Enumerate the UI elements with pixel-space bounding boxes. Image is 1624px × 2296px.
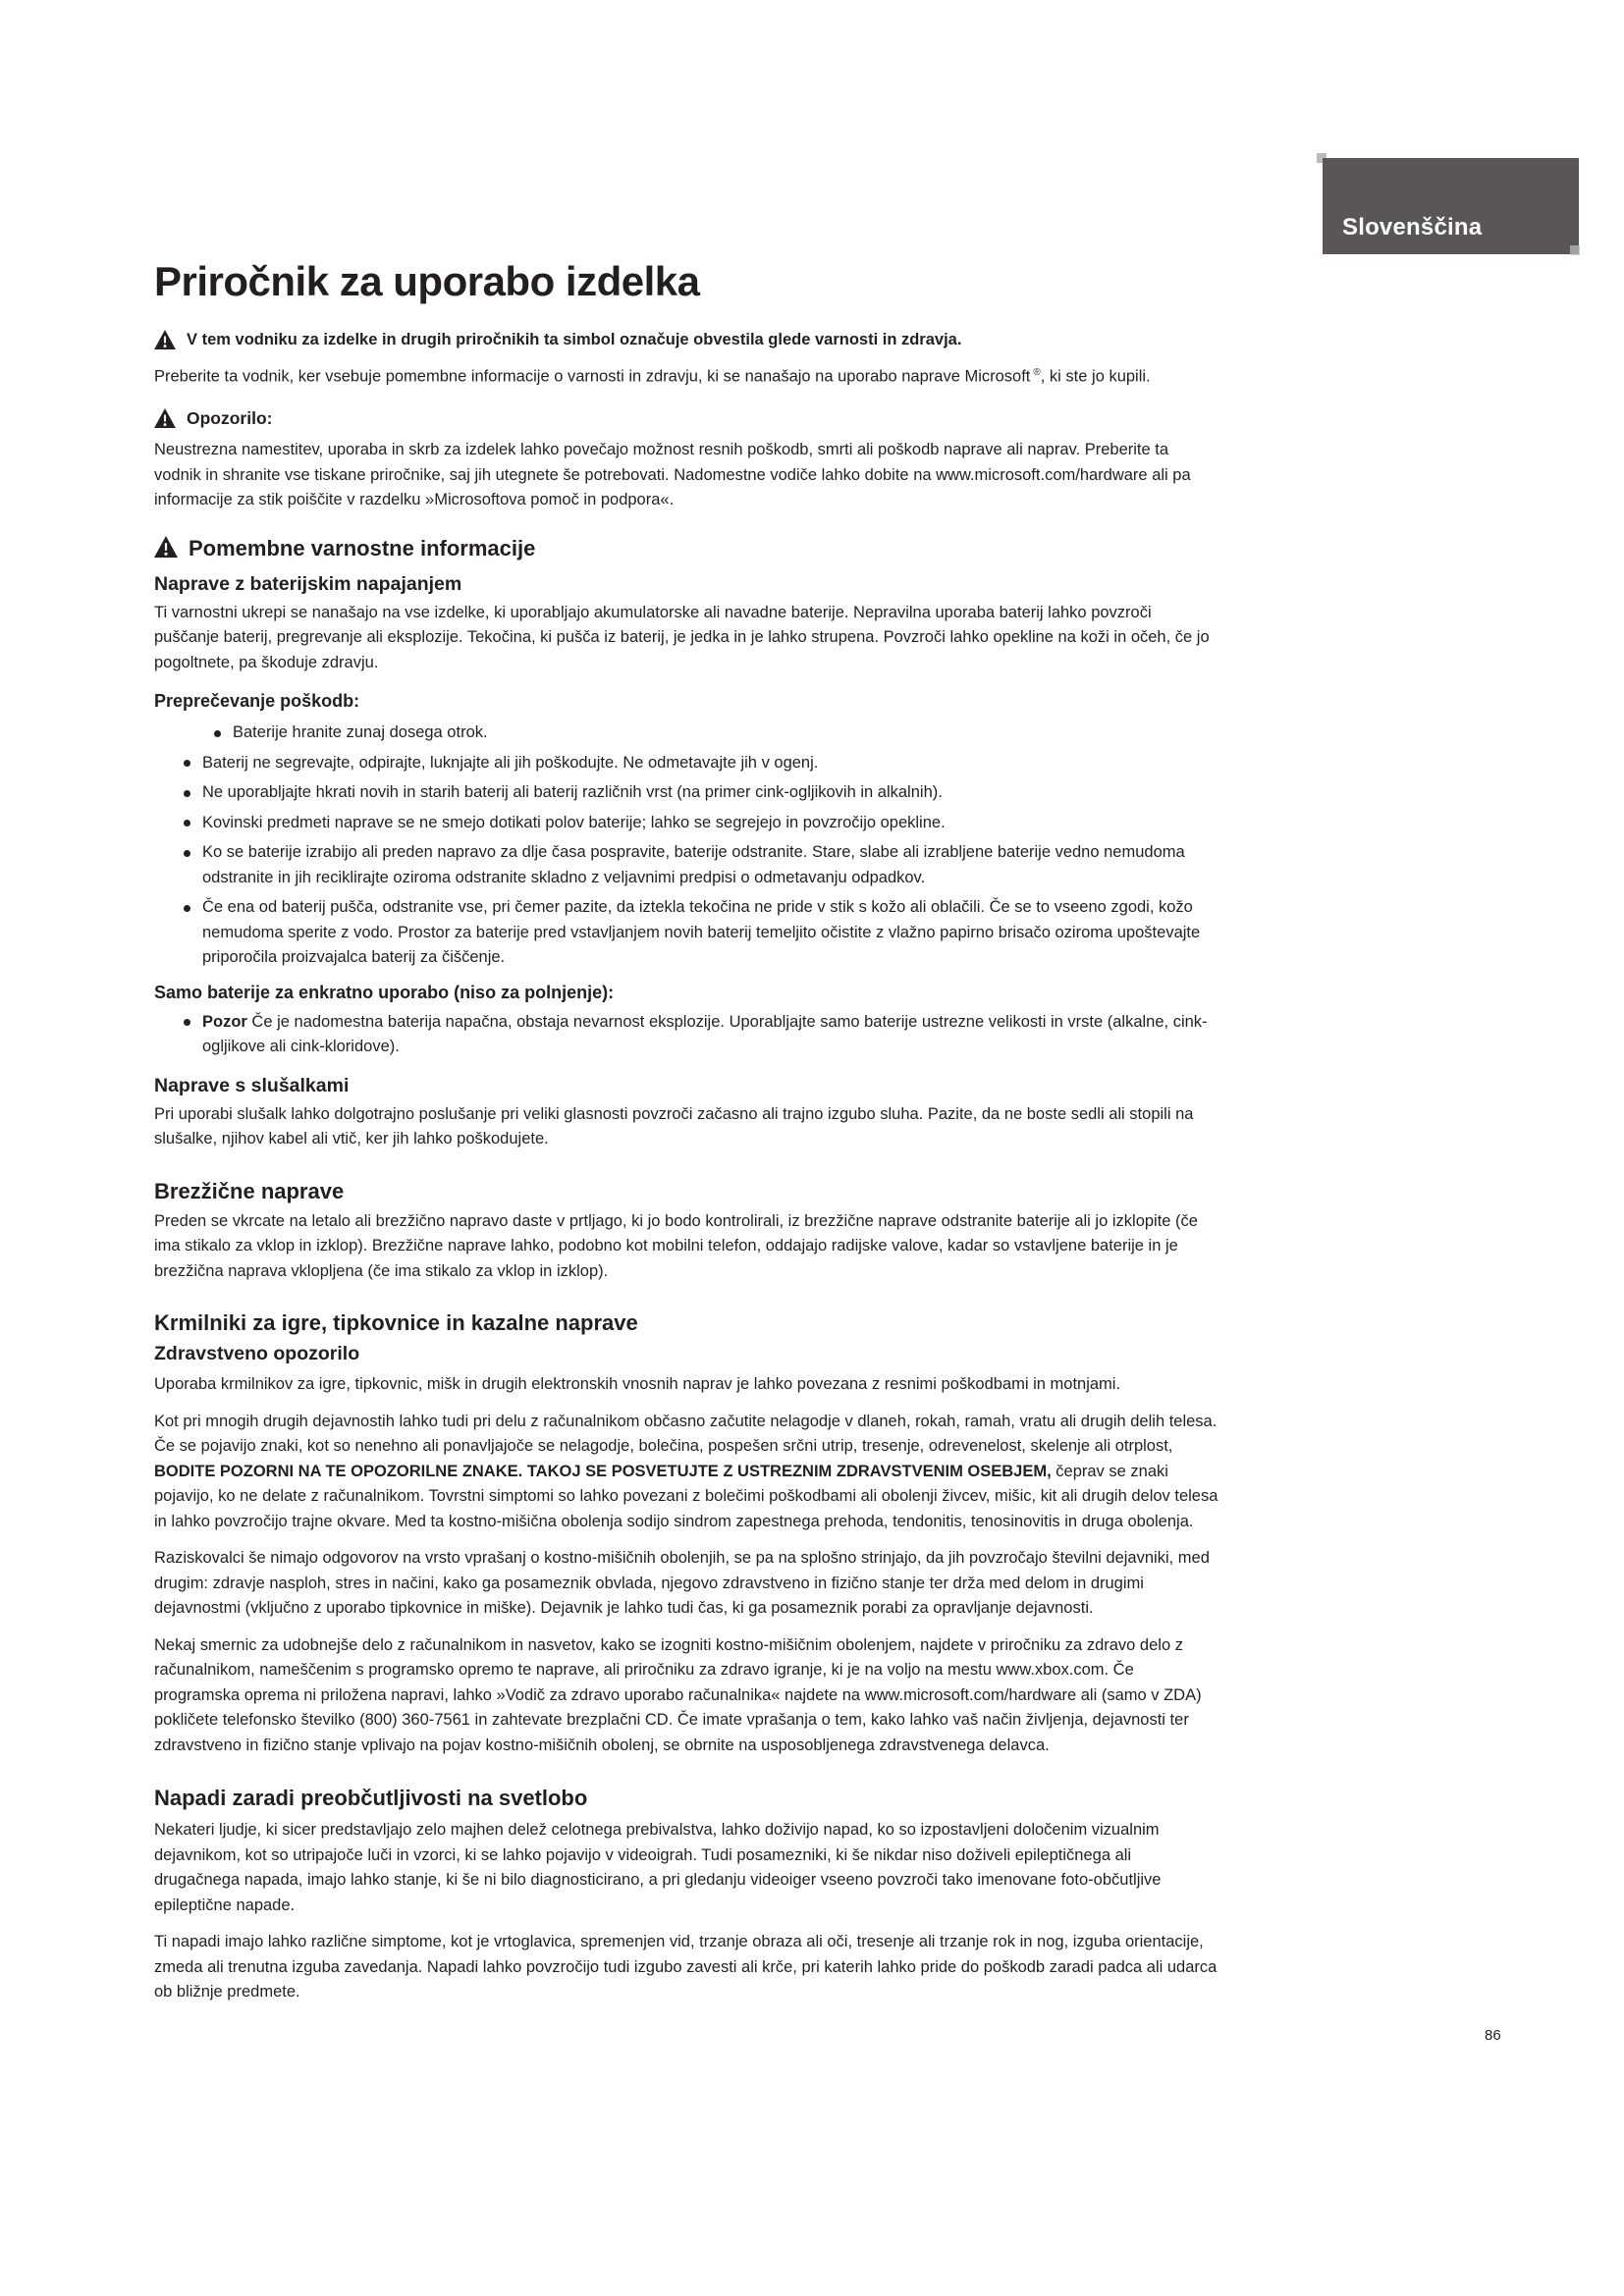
battery-devices-body: Ti varnostni ukrepi se nanašajo na vse izdelke, ki uporabljajo akumulatorske ali navadne baterije. Nepravilna uporaba baterij lahko povzroči puščanje baterij, pregrevanje ali eksplozije. Tekočina, ki pušča iz baterij, je jedka in je lahko strupena. Povzroči lahko opekline na koži in očeh, če jo pogoltnete, pa škoduje zdravju. [154,603,1210,671]
list-item: Ko se baterije izrabijo ali preden napravo za dlje časa pospravite, baterije odstranite. Stare, slabe ali izrabljene baterije vedno nemudoma odstranite in jih reciklirajte oziroma odstranite skladno z veljavnimi predpisi o odmetavanju odpadkov. [183,840,1219,890]
list-item [183,1010,1219,1060]
headset-devices-body: Pri uporabi slušalk lahko dolgotrajno poslušanje pri veliki glasnosti povzroči začasno ali trajno izgubo sluha. Pazite, da ne boste sedli ali stopili na slušalke, njihov kabel ali vtič, ker jih lahko poškodujete. [154,1104,1194,1148]
warning-label: Opozorilo: [187,408,273,428]
list-item: Kovinski predmeti naprave se ne smejo dotikati polov baterije; lahko se segrejejo in povzročijo opekline. [183,811,1219,836]
single-use-batteries-list [183,1010,1219,1060]
game-controllers-heading: Krmilniki za igre, tipkovnice in kazalne naprave [154,1310,638,1335]
list-item: Baterije hranite zunaj dosega otrok. [213,721,1219,746]
battery-devices-heading: Naprave z baterijskim napajanjem [154,572,462,595]
paragraph-text: Kot pri mnogih drugih dejavnostih lahko tudi pri delu z računalnikom občasno začutite nelagodje v dlaneh, rokah, ramah, vratu ali drugih delih telesa. Če se pojavijo znaki, kot so nenehno ali ponavljajoče se nelagodje, bolečina, pospešen srčni utrip, tresenje, odrevenelost, skelenje ali otrplost, [154,1412,1218,1455]
caution-label: Pozor [202,1012,247,1031]
photosensitive-seizures-heading: Napadi zaradi preobčutljivosti na svetlobo [154,1786,588,1810]
page-content [154,0,1219,2005]
page-number: 86 [1485,2027,1501,2044]
single-use-batteries-heading: Samo baterije za enkratno uporabo (niso za polnjenje): [154,982,615,1002]
safety-notice-body [154,360,1219,390]
health-warning-intro: Uporaba krmilnikov za igre, tipkovnic, mišk in drugih elektronskih vnosnih naprav je lahko povezana z resnimi poškodbami in motnjami. [154,1375,1121,1393]
important-safety-heading [154,534,1219,564]
health-warning-symptoms [154,1410,1219,1535]
photosensitive-seizures-body-2: Ti napadi imajo lahko različne simptome, kot je vrtoglavica, spremenjen vid, trzanje obraza ali oči, tresenje ali trzanje rok in nog, izguba orientacije, zmeda ali trenutna izguba zavedanja. Napadi lahko povzročijo tudi izgubo zavesti ali krče, pri katerih lahko pride do poškodb zaradi padca ali udarca ob bližnje predmete. [154,1933,1218,2001]
notice-text: Preberite ta vodnik, ker vsebuje pomembne informacije o varnosti in zdravju, ki se nanašajo na uporabo naprave Microsoft [154,367,1031,386]
language-tab [1323,158,1579,254]
warning-triangle-icon [154,536,178,564]
health-warning-research: Raziskovalci še nimajo odgovorov na vrsto vprašanj o kostno-mišičnih obolenjih, se pa na splošno strinjajo, da jih povzročajo številni dejavniki, med drugim: zdravje nasploh, stres in načini, kako ga posameznik obvlada, njegovo zdravstveno in fizično stanje ter drža med delom in drugimi dejavnostmi (vključno z uporabo tipkovnice in miške). Dejavnik je lahko tudi čas, ki ga posameznik porabi za opravljanje dejavnosti. [154,1549,1210,1617]
health-warning-subheading: Zdravstveno opozorilo [154,1343,360,1364]
list-item: Ne uporabljajte hkrati novih in starih baterij ali baterij različnih vrst (na primer cink-ogljikovih in alkalnih). [183,780,1219,806]
warning-body: Neustrezna namestitev, uporaba in skrb za izdelek lahko povečajo možnost resnih poškodb, smrti ali poškodb naprave ali naprav. Preberite ta vodnik in shranite vse tiskane priročnike, saj jih utegnete še potrebovati. Nadomestne vodiče lahko dobite na www.microsoft.com/hardware ali pa informacije za stik poiščite v razdelku »Microsoftova pomoč in podpora«. [154,441,1191,508]
safety-notice-heading [154,328,1219,357]
paragraph-text: čeprav se znaki pojavijo, ko ne delate z računalnikom. Tovrstni simptomi so lahko povezani z bolečimi poškodbami ali obolenji živcev, mišic, kit ali drugih delov telesa in lahko povzročijo trajne okvare. Med ta kostno-mišična obolenja sodijo sindrom zapestnega prehoda, tendonitis, tenosinovitis in druga obolenja. [154,1462,1218,1530]
warning-triangle-icon [154,330,176,357]
crop-mark [1570,245,1580,255]
injury-prevention-heading: Preprečevanje poškodb: [154,691,360,711]
health-warning-guidelines: Nekaj smernic za udobnejše delo z računalnikom in nasvetov, kako se izogniti kostno-mišičnim obolenjem, najdete v priročniku za zdravo delo z računalnikom, nameščenim s programsko opremo te naprave, ali priročniku za zdravo igranje, ki je na voljo na mestu www.xbox.com. Če programska oprema ni priložena napravi, lahko »Vodič za zdravo uporabo računalnika« najdete na www.microsoft.com/hardware ali (samo v ZDA) pokličete telefonsko številko (800) 360-7561 in zahtevate brezplačni CD. Če imate vprašanja o tem, kako lahko vaš način življenja, dejavnosti ter zdravstveno in fizično stanje vplivajo na pojav kostno-mišičnih obolenj, se obrnite na usposobljenega zdravstvenega delavca. [154,1635,1202,1754]
warning-signs-bold-text: BODITE POZORNI NA TE OPOZORILNE ZNAKE. TAKOJ SE POSVETUJTE Z USTREZNIM ZDRAVSTVENIM OSEBJEM, [154,1462,1052,1480]
important-safety-heading-text: Pomembne varnostne informacije [189,535,536,561]
warning-triangle-icon [154,408,176,435]
injury-prevention-list [183,721,1219,971]
page-title: Priročnik za uporabo izdelka [154,258,700,304]
list-item: Če ena od baterij pušča, odstranite vse, pri čemer pazite, da iztekla tekočina ne pride v stik s kožo ali oblačili. Če se to vseeno zgodi, kožo nemudoma sperite z vodo. Prostor za baterije pred vstavljanjem novih baterij temeljito očistite z vlažno papirno brisačo oziroma upoštevajte priporočila proizvajalca baterij za čiščenje. [183,895,1219,971]
registered-mark: ® [1033,367,1041,378]
caution-text: Če je nadomestna baterija napačna, obstaja nevarnost eksplozije. Uporabljajte samo baterije ustrezne velikosti in vrste (alkalne, cink-ogljikove ali cink-kloridove). [202,1012,1208,1055]
headset-devices-heading: Naprave s slušalkami [154,1074,350,1096]
safety-notice-bold-text: V tem vodniku za izdelke in drugih priročnikih ta simbol označuje obvestila glede varnosti in zdravja. [187,331,962,348]
warning-heading [154,406,1219,435]
list-item: Baterij ne segrevajte, odpirajte, luknjajte ali jih poškodujte. Ne odmetavajte jih v ogenj. [183,751,1219,776]
language-tab-label: Slovenščina [1342,214,1483,240]
notice-text-end: , ki ste jo kupili. [1040,367,1151,386]
photosensitive-seizures-body-1: Nekateri ljudje, ki sicer predstavljajo zelo majhen delež celotnega prebivalstva, lahko doživijo napad, ko so izpostavljeni določenim vizualnim dejavnikom, kot so utripajoče luči in vzorci, ki se lahko pojavijo v videoigrah. Tudi posamezniki, ki še nikdar niso doživeli epileptičnega ali drugačnega napada, imajo lahko stanje, ki še ni bilo diagnosticirano, a pri gledanju videoiger vseeno povzroči tako imenovane foto-občutljive epileptične napade. [154,1821,1162,1914]
wireless-devices-body: Preden se vkrcate na letalo ali brezžično napravo daste v prtljago, ki jo bodo kontrolirali, iz brezžične naprave odstranite baterije ali jo izklopite (če ima stikalo za vklop in izklop). Brezžične naprave lahko, podobno kot mobilni telefon, oddajajo radijske valove, kadar so vstavljene baterije in je brezžična naprava vklopljena (če ima stikalo za vklop in izklop). [154,1211,1198,1280]
wireless-devices-heading: Brezžične naprave [154,1178,345,1203]
